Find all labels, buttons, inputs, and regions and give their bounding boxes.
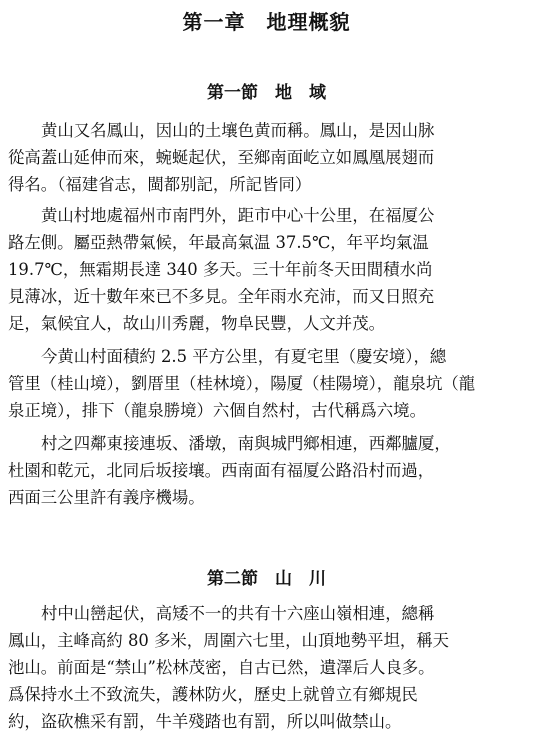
paragraph-line: 管里（桂山境），劉厝里（桂林境），陽厦（桂陽境），龍泉坑（龍 — [8, 374, 476, 393]
paragraph-line: 見薄冰，近十數年來已不多見。全年雨水充沛，而又日照充 — [8, 287, 435, 306]
paragraph-line: 村中山巒起伏，高矮不一的共有十六座山嶺相連，總稱 — [41, 604, 435, 623]
paragraph-line: 19.7℃，無霜期長達 340 多天。三十年前冬天田間積水尚 — [8, 260, 433, 279]
chapter-title: 第一章 地理概貌 — [182, 10, 351, 34]
paragraph-line: 黄山又名鳳山，因山的土壤色黄而稱。鳳山，是因山脉 — [41, 121, 435, 140]
paragraph-line: 鳳山，主峰高約 80 多米，周圍六七里，山頂地勢平坦，稱天 — [8, 631, 450, 650]
paragraph-line: 西面三公里許有義序機場。 — [8, 488, 205, 507]
section-title-region: 第一節 地 域 — [207, 83, 326, 103]
paragraph-line: 路左側。屬亞熱帶氣候，年最高氣温 37.5℃，年平均氣温 — [8, 233, 429, 252]
paragraph-line: 爲保持水土不致流失，護林防火，歷史上就曾立有鄉規民 — [8, 685, 418, 704]
paragraph-line: 得名。（福建省志，閩都别記，所記皆同） — [8, 175, 312, 194]
paragraph-line: 今黄山村面積約 2.5 平方公里，有夏宅里（慶安境），總 — [41, 347, 447, 366]
paragraph-line: 足，氣候宜人，故山川秀麗，物阜民豐，人文并茂。 — [8, 314, 385, 333]
section-title-mountains-rivers: 第二節 山 川 — [207, 569, 326, 589]
paragraph-line: 池山。前面是“禁山”松林茂密，自古已然，遺澤后人良多。 — [8, 658, 435, 677]
paragraph-line: 黄山村地處福州市南門外，距市中心十公里，在福厦公 — [41, 206, 435, 225]
paragraph-line: 杜園和乾元，北同后坂接壤。西南面有福厦公路沿村而過， — [8, 461, 435, 480]
paragraph-line: 村之四鄰東接連坂、潘墩，南與城門鄉相連，西鄰臚厦， — [41, 434, 451, 453]
paragraph-line: 泉正境），排下（龍泉勝境）六個自然村，古代稱爲六境。 — [8, 401, 426, 420]
paragraph-line: 從高蓋山延伸而來，蜿蜒起伏，至鄉南面屹立如鳳凰展翅而 — [8, 148, 435, 167]
paragraph-line: 約，盗砍樵采有罰，牛羊殘踏也有罰，所以叫做禁山。 — [8, 712, 402, 731]
